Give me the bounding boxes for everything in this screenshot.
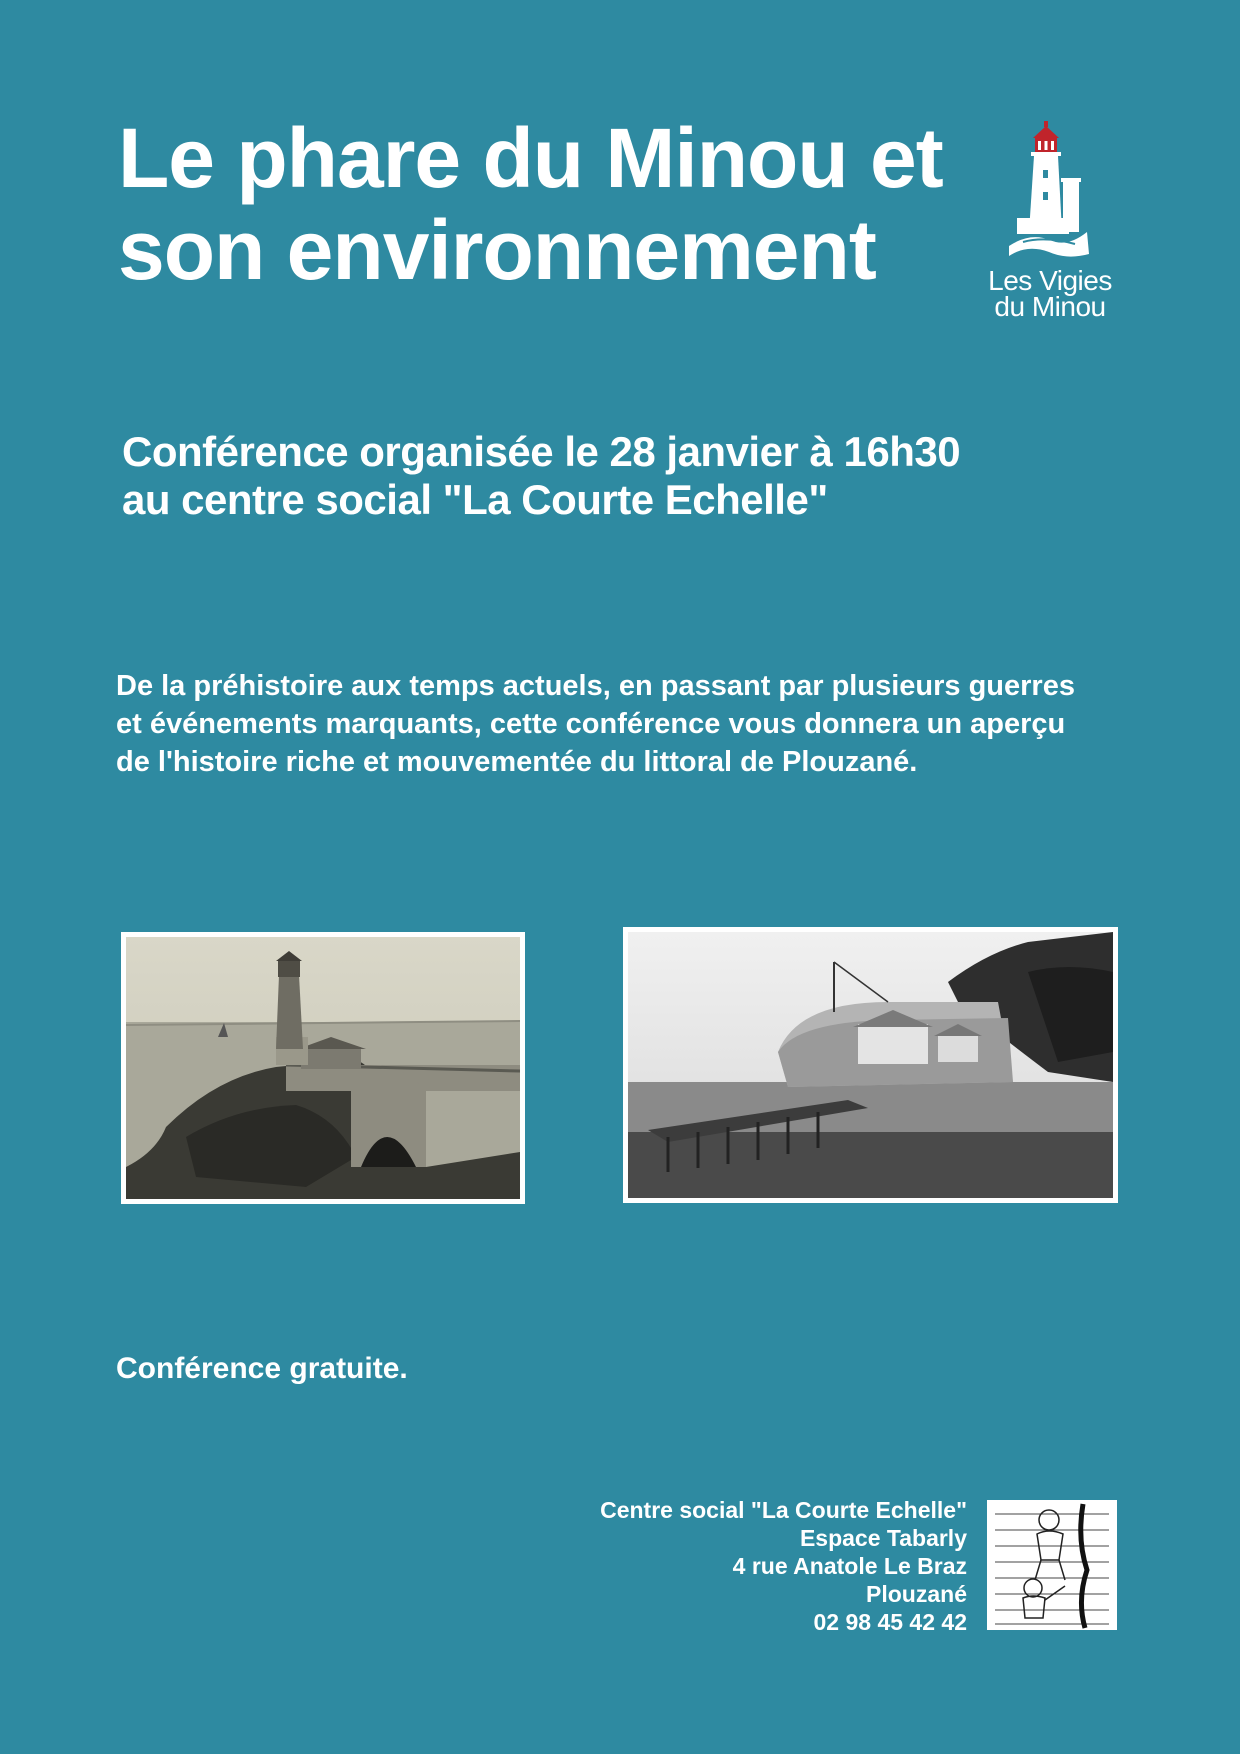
- title-line-1: Le phare du Minou et: [118, 111, 943, 205]
- lighthouse-icon: [1005, 120, 1095, 265]
- description-line-3: de l'histoire riche et mouvementée du littoral de Plouzané.: [116, 746, 918, 778]
- address-line-2: Espace Tabarly: [799, 1525, 967, 1551]
- logo-line-1: Les Vigies: [988, 265, 1112, 296]
- address-line-3: 4 rue Anatole Le Braz: [732, 1553, 967, 1579]
- logo-line-2: du Minou: [994, 291, 1106, 322]
- free-entry-text: Conférence gratuite.: [116, 1352, 408, 1385]
- venue-address: [600, 1496, 967, 1636]
- description-line-1: De la préhistoire aux temps actuels, en passant par plusieurs guerres: [116, 670, 1075, 702]
- conference-subtitle: [122, 428, 960, 524]
- lighthouse-photo: [121, 932, 525, 1204]
- subtitle-line-1: Conférence organisée le 28 janvier à 16h30: [122, 428, 961, 475]
- description-line-2: et événements marquants, cette conférence vous donnera un aperçu: [116, 708, 1066, 740]
- vigies-du-minou-logo: [980, 120, 1120, 330]
- fort-pier-photo: [623, 927, 1118, 1203]
- poster-title: [118, 112, 943, 296]
- courte-echelle-logo: [987, 1500, 1117, 1630]
- address-line-1: Centre social "La Courte Echelle": [600, 1497, 967, 1523]
- subtitle-line-2: au centre social "La Courte Echelle": [122, 476, 828, 523]
- phone-number: 02 98 45 42 42: [813, 1609, 967, 1635]
- conference-description: [116, 667, 1156, 781]
- title-line-2: son environnement: [118, 203, 876, 297]
- address-line-4: Plouzané: [866, 1581, 967, 1607]
